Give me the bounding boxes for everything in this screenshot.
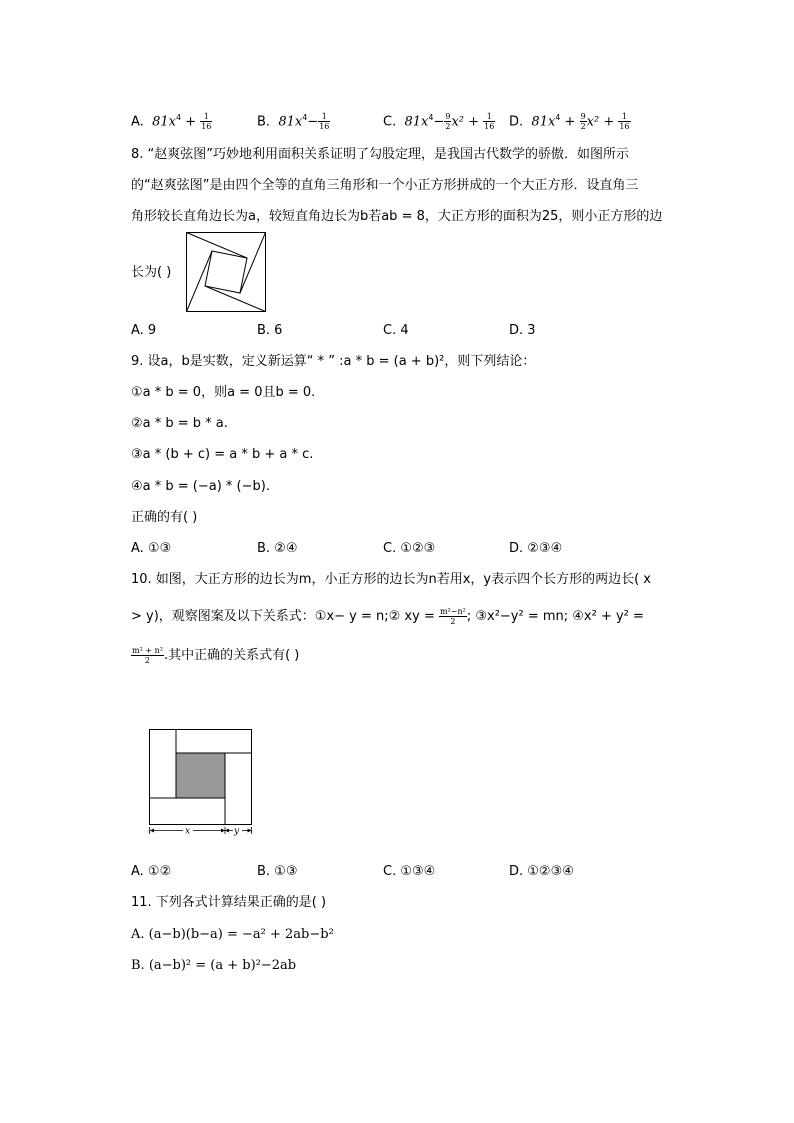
q10-text-line1: 10. 如图，大正方形的边长为m，小正方形的边长为n若用x，y表示四个长方形的两边长( x — [131, 572, 651, 587]
rectangles-diagram — [145, 726, 257, 836]
q11-text-line1: 11. 下列各式计算结果正确的是( ) — [131, 895, 327, 910]
q10-text-line2: > y)，观察图案及以下关系式：①x− y = n;② xy = $\frac{\text{m²−n²}}{2}$ ; ③x²−y² = mn; ④x² + y² = — [131, 607, 644, 626]
q10-option-a: A. ①② — [131, 864, 172, 879]
q8-option-b: B. 6 — [257, 323, 283, 338]
q7-option-d: D. $81x^4$ + $\frac{9}{2}$ x² + $\frac{1}{16}$ — [509, 112, 630, 132]
q7-option-b: B. $81x^4-$ $\frac{1}{16}$ — [257, 112, 330, 132]
q7-option-c: C. $81x^4-$ $\frac{9}{2}$ x² + $\frac{1}{16}$ — [383, 112, 495, 132]
q10-text-line3: $\frac{\text{m² + n²}}{2}$ .其中正确的关系式有( ) — [132, 646, 300, 665]
q11-option-b: B. (a−b)² = (a + b)²−2ab — [131, 958, 297, 973]
q9-text-line1: 9. 设a，b是实数，定义新运算“ * ” :a * b = (a + b)²，则下列结论： — [131, 354, 536, 369]
q8-text-line2: 的“赵爽弦图”是由四个全等的直角三角形和一个小正方形拼成的一个大正方形．设直角三 — [131, 178, 639, 193]
q9-option-a: A. ①③ — [131, 541, 172, 556]
q7-option-a: A. $81x^4$ + $\frac{1}{16}$ — [131, 112, 212, 132]
q11-option-a: A. (a−b)(b−a) = −a² + 2ab−b² — [131, 927, 334, 942]
q9-option-d: D. ②③④ — [509, 541, 563, 556]
q9-option-c: C. ①②③ — [383, 541, 436, 556]
q8-text-line3: 角形较长直角边长为a，较短直角边长为b若ab = 8，大正方形的面积为25，则小正方形的边 — [131, 209, 663, 224]
q9-item-3: ③a * (b + c) = a * b + a * c. — [131, 447, 314, 462]
q8-option-c: C. 4 — [383, 323, 409, 338]
label-y: y — [234, 826, 240, 836]
q8-option-d: D. 3 — [509, 323, 536, 338]
q8-text-line4: 长为( ) — [131, 265, 172, 280]
zhao-shuang-diagram — [186, 232, 266, 312]
q10-option-b: B. ①③ — [257, 864, 298, 879]
q9-option-b: B. ②④ — [257, 541, 298, 556]
q9-item-1: ①a * b = 0，则a = 0且b = 0. — [131, 385, 316, 400]
q9-item-4: ④a * b = (−a) * (−b). — [131, 479, 270, 494]
q8-option-a: A. 9 — [131, 323, 157, 338]
label-x: x — [185, 826, 191, 836]
q9-item-2: ②a * b = b * a. — [131, 416, 228, 431]
q10-option-d: D. ①②③④ — [509, 864, 574, 879]
q8-text-line1: 8. “赵爽弦图”巧妙地利用面积关系证明了勾股定理，是我国古代数学的骄傲．如图所示 — [131, 147, 630, 162]
q10-option-c: C. ①③④ — [383, 864, 436, 879]
q9-question: 正确的有( ) — [131, 510, 198, 525]
